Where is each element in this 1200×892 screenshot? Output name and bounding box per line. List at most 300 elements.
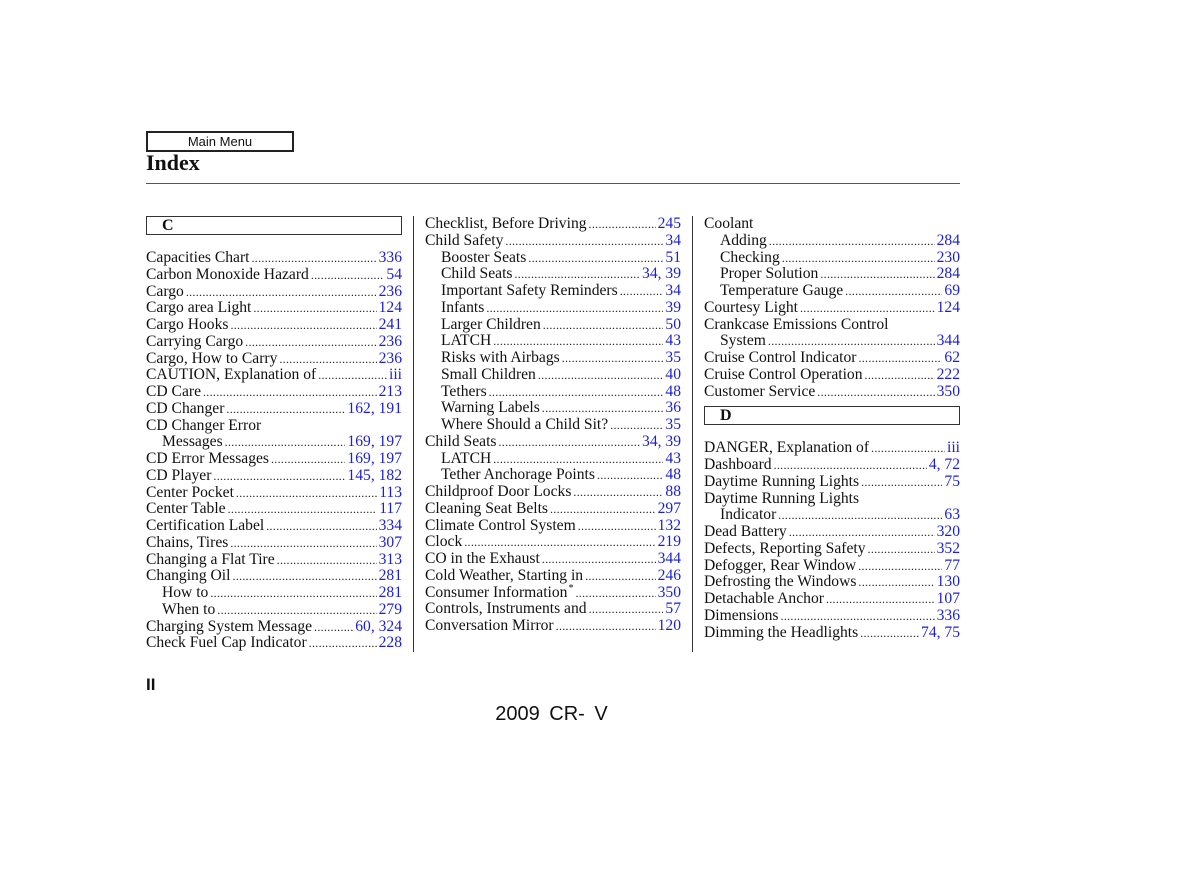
page-reference-link[interactable]: 350	[657, 583, 681, 601]
page-reference-link[interactable]: 246	[657, 566, 681, 584]
entry-term-text: LATCH	[441, 332, 492, 350]
index-entry	[146, 267, 402, 284]
page-reference-link[interactable]: 54	[386, 265, 402, 283]
entry-term	[704, 574, 856, 591]
index-entry	[704, 474, 960, 491]
index-entry	[704, 367, 960, 384]
entry-term-text: Dimming the Headlights	[704, 623, 859, 641]
entry-term	[146, 367, 316, 384]
page-reference-link[interactable]: 350	[936, 382, 960, 400]
entry-term-text: Tether Anchorage Points	[441, 466, 595, 484]
entry-term-text: Conversation Mirror	[425, 617, 554, 634]
index-entry	[425, 601, 681, 618]
entry-term-text: Crankcase Emissions Control	[704, 315, 889, 333]
entry-term-text: CD Care	[146, 383, 201, 400]
entry-term	[704, 524, 787, 541]
entry-term	[441, 451, 491, 468]
entry-term-text: CD Changer	[146, 399, 225, 417]
entry-term	[425, 551, 540, 568]
dot-leader	[266, 518, 376, 535]
page-reference-link[interactable]: 228	[378, 634, 402, 652]
entry-term	[425, 618, 554, 635]
dot-leader	[845, 283, 942, 300]
footer-model-label: 2009 CR- V	[495, 703, 608, 725]
entry-term	[720, 233, 767, 250]
index-entry	[425, 484, 681, 501]
index-entry	[704, 384, 960, 401]
entry-term-text: How to	[162, 584, 209, 601]
index-entry	[146, 518, 402, 535]
dot-leader	[505, 233, 663, 250]
page-reference-link[interactable]: 74, 75	[921, 623, 960, 641]
entry-term-text: Warning Labels	[441, 399, 540, 417]
entry-term	[441, 283, 618, 300]
entry-term-text: Cruise Control Operation	[704, 365, 863, 383]
entry-term	[425, 233, 503, 250]
dot-leader	[230, 317, 376, 334]
entry-term-text: CO in the Exhaust	[425, 550, 540, 567]
entry-term	[704, 491, 859, 508]
dot-leader	[277, 552, 377, 569]
dot-leader	[858, 558, 942, 575]
page-number: II	[146, 675, 156, 694]
entry-term-text: Risks with Airbags	[441, 349, 560, 366]
entry-term	[441, 333, 491, 350]
page-reference-link[interactable]: 40	[665, 365, 681, 383]
dot-leader	[538, 367, 664, 384]
page-reference-link[interactable]: 34	[665, 282, 681, 299]
dot-leader	[226, 401, 345, 418]
index-subentry	[425, 350, 681, 367]
page-reference-link[interactable]: 77	[944, 556, 960, 574]
column-divider	[413, 216, 414, 652]
index-entry	[146, 635, 402, 652]
page-reference-link[interactable]: 284	[936, 265, 960, 283]
entry-term	[441, 417, 608, 434]
index-subentry	[425, 300, 681, 317]
entry-term	[425, 216, 587, 233]
page-reference-link[interactable]: 336	[378, 249, 402, 266]
entry-term-text: Defrosting the Windows	[704, 573, 857, 591]
dot-leader	[489, 384, 664, 401]
page-reference-link[interactable]: 130	[936, 573, 960, 591]
entry-term	[704, 317, 889, 334]
page-reference-link[interactable]: 334	[378, 517, 402, 534]
entry-term-text: Capacities Chart	[146, 249, 250, 266]
dot-leader	[230, 535, 376, 552]
entry-term-text: Cleaning Seat Belts	[425, 499, 548, 517]
dot-leader	[556, 618, 656, 635]
index-entry	[425, 216, 681, 233]
index-subentry	[146, 602, 402, 619]
entry-term	[425, 601, 587, 618]
entry-term-text: When to	[162, 600, 216, 618]
entry-term	[720, 507, 776, 524]
page-reference-link[interactable]: 120	[657, 617, 681, 634]
page-reference-link[interactable]: 36	[665, 399, 681, 417]
page-reference-link[interactable]: 51	[665, 248, 681, 266]
page-reference-link[interactable]: 284	[936, 231, 960, 249]
entry-term	[704, 625, 858, 642]
page-reference-link[interactable]: iii	[389, 366, 402, 384]
page-reference-link[interactable]: 43	[665, 449, 681, 467]
page-reference-link[interactable]: 344	[936, 332, 960, 350]
entry-term-text: Daytime Running Lights	[704, 489, 860, 507]
index-subentry	[425, 467, 681, 484]
entry-term-text: Cargo, How to Carry	[146, 349, 278, 367]
entry-term-text: Coolant	[704, 215, 754, 232]
entry-term	[441, 400, 540, 417]
entry-term	[146, 619, 312, 636]
dot-leader	[245, 334, 376, 351]
index-entry	[425, 534, 681, 551]
dot-leader	[865, 367, 935, 384]
entry-term-text: Center Pocket	[146, 483, 234, 501]
dot-leader	[228, 501, 378, 518]
section-letter-header: D	[704, 406, 960, 425]
main-menu-button[interactable]: Main Menu	[146, 131, 294, 152]
page-reference-link[interactable]: 113	[379, 483, 402, 501]
page-reference-link[interactable]: 307	[378, 533, 402, 551]
entry-term-text: Climate Control System	[425, 516, 576, 534]
page-reference-link[interactable]: 236	[378, 332, 402, 350]
page-reference-link[interactable]: 35	[665, 416, 681, 433]
page-reference-link[interactable]: 241	[378, 316, 402, 333]
page-reference-link[interactable]: 48	[665, 466, 681, 484]
entry-term	[146, 284, 184, 301]
page-reference-link[interactable]: 39	[665, 298, 681, 316]
page-reference-link[interactable]: 60, 324	[355, 617, 402, 635]
dot-leader	[236, 485, 377, 502]
entry-term	[162, 434, 223, 451]
page-reference-link[interactable]: 69	[944, 282, 960, 299]
entry-term-text: CD Error Messages	[146, 450, 269, 467]
entry-term-text: Cargo	[146, 282, 184, 300]
dot-leader	[514, 266, 640, 283]
dot-leader	[252, 250, 377, 267]
entry-term-text: Changing a Flat Tire	[146, 550, 275, 568]
dot-leader	[597, 467, 663, 484]
index-subentry	[425, 400, 681, 417]
entry-term-text: Dead Battery	[704, 523, 787, 540]
entry-term-text: Certification Label	[146, 517, 265, 534]
page-reference-link[interactable]: 336	[936, 606, 960, 624]
footnote-marker: *	[568, 582, 574, 594]
entry-term	[146, 518, 264, 535]
dot-leader	[225, 434, 346, 451]
dot-leader	[464, 534, 655, 551]
page-reference-link[interactable]: 169, 197	[347, 433, 402, 451]
entry-term-text: Larger Children	[441, 315, 541, 333]
entry-term	[425, 501, 548, 518]
dot-leader	[271, 451, 345, 468]
dot-leader	[778, 507, 942, 524]
entry-term-text: Defogger, Rear Window	[704, 556, 857, 574]
entry-term-text: Booster Seats	[441, 248, 527, 266]
entry-term-text: Tethers	[441, 382, 487, 400]
dot-leader	[789, 524, 935, 541]
index-entry	[425, 551, 681, 568]
entry-term-text: Child Seats	[441, 265, 513, 283]
entry-term-text: Child Safety	[425, 231, 504, 249]
page-reference-link[interactable]: 297	[657, 499, 681, 517]
entry-term-text: Carrying Cargo	[146, 332, 244, 350]
dot-leader	[858, 574, 934, 591]
dot-leader	[769, 233, 935, 250]
entry-term	[704, 216, 753, 233]
index-entry	[146, 384, 402, 401]
page-reference-link[interactable]: 169, 197	[347, 450, 402, 467]
entry-term-text: Controls, Instruments and	[425, 600, 587, 618]
title-divider	[146, 183, 960, 184]
index-entry	[704, 350, 960, 367]
entry-term	[146, 384, 201, 401]
dot-leader	[318, 367, 387, 384]
entry-term-text: Charging System Message	[146, 617, 313, 635]
index-entry	[704, 317, 960, 334]
entry-term-text: Proper Solution	[720, 265, 819, 283]
entry-term	[146, 501, 226, 518]
entry-term-text: Temperature Gauge	[720, 282, 844, 299]
index-subentry	[425, 451, 681, 468]
entry-term	[720, 250, 780, 267]
index-subentry	[146, 585, 402, 602]
entry-term-text: Adding	[720, 231, 767, 249]
index-entry	[704, 440, 960, 457]
entry-term	[441, 467, 595, 484]
page-reference-link[interactable]: 63	[944, 506, 960, 524]
dot-leader	[774, 457, 927, 474]
page-reference-link[interactable]: 320	[936, 523, 960, 540]
page-reference-link[interactable]: 4, 72	[928, 456, 960, 473]
index-entry	[146, 284, 402, 301]
dot-leader	[860, 625, 919, 642]
page-reference-link[interactable]: 43	[665, 332, 681, 350]
page-reference-link[interactable]: 162, 191	[347, 399, 402, 417]
index-entry	[425, 434, 681, 451]
index-subentry	[704, 233, 960, 250]
dot-leader	[800, 300, 935, 317]
page-reference-link[interactable]: 213	[378, 383, 402, 400]
entry-term	[162, 585, 208, 602]
page-reference-link[interactable]: 132	[657, 516, 681, 534]
entry-term-text: Where Should a Child Sit?	[441, 416, 609, 433]
page-reference-link[interactable]: 222	[936, 365, 960, 383]
entry-term-text: Clock	[425, 533, 463, 551]
entry-term	[704, 591, 824, 608]
page-reference-link[interactable]: 352	[936, 539, 960, 557]
page-reference-link[interactable]: 281	[378, 584, 402, 601]
dot-leader	[311, 267, 385, 284]
page-reference-link[interactable]: 281	[378, 567, 402, 585]
entry-term	[704, 457, 772, 474]
page-reference-link[interactable]: 34, 39	[642, 265, 681, 283]
entry-term-text: Dashboard	[704, 456, 772, 473]
entry-term-text: LATCH	[441, 449, 492, 467]
entry-term	[704, 300, 798, 317]
index-entry	[425, 568, 681, 585]
index-subentry	[704, 283, 960, 300]
entry-term-text: Important Safety Reminders	[441, 282, 618, 299]
entry-term	[704, 367, 863, 384]
entry-term-text: Childproof Door Locks	[425, 483, 572, 500]
page-reference-link[interactable]: 236	[378, 349, 402, 367]
page-reference-link[interactable]: 88	[665, 483, 681, 500]
dot-leader	[217, 602, 376, 619]
entry-term	[146, 568, 230, 585]
entry-term	[425, 534, 462, 551]
index-entry	[146, 468, 402, 485]
dot-leader	[493, 451, 663, 468]
entry-term-text: Child Seats	[425, 432, 497, 450]
dot-leader	[781, 608, 935, 625]
entry-term-text: Checking	[720, 248, 780, 266]
dot-leader	[589, 216, 656, 233]
index-entry	[425, 618, 681, 635]
index-entry	[146, 250, 402, 267]
dot-leader	[309, 635, 377, 652]
entry-term-text: Daytime Running Lights	[704, 472, 860, 490]
entry-term	[146, 485, 234, 502]
index-subentry	[704, 333, 960, 350]
dot-leader	[186, 284, 377, 301]
entry-term-text: CD Player	[146, 466, 212, 484]
page-reference-link[interactable]: 344	[657, 550, 681, 567]
index-entry	[425, 233, 681, 250]
dot-leader	[871, 440, 945, 457]
index-entry	[146, 334, 402, 351]
index-entry	[146, 418, 402, 435]
entry-term	[720, 266, 818, 283]
index-entry	[425, 518, 681, 535]
page-reference-link[interactable]: 145, 182	[347, 466, 402, 484]
entry-term	[146, 635, 307, 652]
entry-term	[441, 300, 484, 317]
entry-term-text: Detachable Anchor	[704, 590, 824, 607]
page-reference-link[interactable]: 34	[665, 231, 681, 249]
entry-term	[425, 434, 496, 451]
entry-term	[704, 440, 869, 457]
index-entry	[146, 568, 402, 585]
dot-leader	[498, 434, 640, 451]
entry-term	[704, 350, 856, 367]
page-reference-link[interactable]: 75	[944, 472, 960, 490]
entry-term	[441, 350, 560, 367]
index-subentry	[425, 417, 681, 434]
dot-leader	[610, 417, 663, 434]
index-subentry	[425, 367, 681, 384]
index-entry	[425, 582, 681, 602]
index-subentry	[425, 266, 681, 283]
index-subentry	[425, 250, 681, 267]
index-subentry	[425, 333, 681, 350]
index-column-3	[704, 216, 960, 641]
index-entry	[146, 552, 402, 569]
index-subentry	[704, 266, 960, 283]
entry-term-text: Carbon Monoxide Hazard	[146, 265, 309, 283]
index-entry	[146, 501, 402, 518]
page-reference-link[interactable]: 62	[944, 349, 960, 366]
dot-leader	[543, 317, 664, 334]
entry-term-text: Cargo area Light	[146, 299, 252, 317]
dot-leader	[542, 551, 656, 568]
page-reference-link[interactable]: 124	[378, 299, 402, 317]
dot-leader	[817, 384, 934, 401]
entry-term	[704, 608, 779, 625]
dot-leader	[585, 568, 656, 585]
page-reference-link[interactable]: 219	[657, 533, 681, 551]
index-entry	[146, 300, 402, 317]
dot-leader	[550, 501, 656, 518]
entry-term	[720, 333, 766, 350]
entry-term	[146, 468, 211, 485]
page-reference-link[interactable]: 107	[936, 590, 960, 607]
entry-term-text: Consumer Information	[425, 583, 568, 601]
page-reference-link[interactable]: 50	[665, 315, 681, 333]
index-subentry	[425, 283, 681, 300]
index-entry	[704, 300, 960, 317]
page-reference-link[interactable]: 236	[378, 282, 402, 300]
entry-term	[146, 317, 228, 334]
index-entry	[704, 491, 960, 508]
entry-term-text: DANGER, Explanation of	[704, 439, 870, 457]
entry-term	[146, 351, 277, 368]
entry-term	[146, 334, 243, 351]
column-divider	[692, 216, 693, 652]
dot-leader	[782, 250, 935, 267]
entry-term-text: CD Changer Error	[146, 416, 262, 434]
entry-term-text: Check Fuel Cap Indicator	[146, 634, 307, 652]
page-reference-link[interactable]: iii	[947, 439, 960, 457]
index-entry	[704, 558, 960, 575]
page-reference-link[interactable]: 34, 39	[642, 432, 681, 450]
index-entry	[146, 451, 402, 468]
page-reference-link[interactable]: 230	[936, 248, 960, 266]
entry-term	[441, 250, 526, 267]
page-reference-link[interactable]: 57	[665, 600, 681, 618]
page-reference-link[interactable]: 35	[665, 349, 681, 366]
index-entry	[704, 608, 960, 625]
entry-term-text: Dimensions	[704, 606, 779, 624]
entry-term-text: Center Table	[146, 500, 226, 518]
index-entry	[704, 574, 960, 591]
page-reference-link[interactable]: 117	[379, 500, 402, 518]
page-reference-link[interactable]: 48	[665, 382, 681, 400]
page-reference-link[interactable]: 124	[936, 298, 960, 316]
entry-term-text: Chains, Tires	[146, 533, 229, 551]
entry-term-text: CAUTION, Explanation of	[146, 366, 317, 384]
entry-term-text: Indicator	[720, 506, 777, 524]
page-reference-link[interactable]: 313	[378, 550, 402, 568]
index-entry	[146, 351, 402, 368]
entry-term-text: Cargo Hooks	[146, 316, 229, 333]
dot-leader	[820, 266, 934, 283]
page-reference-link[interactable]: 279	[378, 600, 402, 618]
dot-leader	[858, 350, 942, 367]
page-reference-link[interactable]: 245	[657, 215, 681, 232]
index-entry	[146, 401, 402, 418]
index-entry	[146, 367, 402, 384]
entry-term	[425, 484, 571, 501]
dot-leader	[279, 351, 376, 368]
entry-term-text: Courtesy Light	[704, 298, 798, 316]
dot-leader	[528, 250, 663, 267]
dot-leader	[573, 484, 663, 501]
entry-term	[425, 568, 583, 585]
entry-term	[425, 518, 576, 535]
index-entry	[146, 619, 402, 636]
entry-term	[704, 474, 859, 491]
